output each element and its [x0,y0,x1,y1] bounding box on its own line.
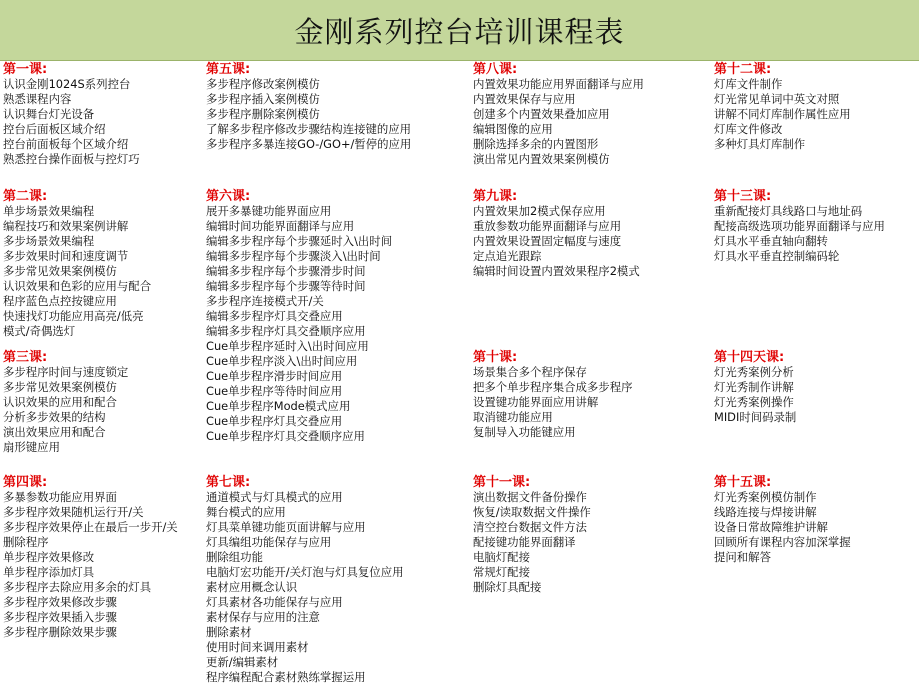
lesson-topic: 提问和解答 [714,550,771,564]
lesson-topic: 创建多个内置效果叠加应用 [473,107,610,121]
lesson-topic: Cue单步程序滑步时间应用 [206,369,343,383]
lesson-topic-list [206,490,403,685]
lesson-topic-list [3,77,140,167]
lesson-topic: 多步程序插入案例模仿 [206,92,320,106]
lesson-topic-list [714,490,851,565]
lesson-topic: 配接高级选项功能界面翻译与应用 [714,219,885,233]
lesson-topic: 认识舞台灯光设备 [3,107,95,121]
lesson-topic: 灯光秀制作讲解 [714,380,794,394]
lesson-heading: 第五课: [206,62,251,77]
lesson-heading: 第十四天课: [714,350,785,365]
lesson-topic: 内置效果设置固定幅度与速度 [473,234,622,248]
lesson-topic: 通道模式与灯具模式的应用 [206,490,343,504]
lesson-block [473,350,632,440]
lesson-topic: 配接键功能界面翻译 [473,535,576,549]
lesson-topic: 编辑多步程序每个步骤淡入\出时间 [206,249,381,263]
lesson-topic: 灯具菜单键功能页面讲解与应用 [206,520,366,534]
lesson-topic: 设备日常故障维护讲解 [714,520,828,534]
lesson-topic: 讲解不同灯库制作属性应用 [714,107,851,121]
lesson-topic: 编辑图像的应用 [473,122,553,136]
lesson-topic: 程序蓝色点控按键应用 [3,294,117,308]
lesson-topic-list [206,77,411,152]
lesson-topic: 删除选择多余的内置图形 [473,137,599,151]
lesson-topic: 单步程序添加灯具 [3,565,95,579]
lesson-topic: 清空控台数据文件方法 [473,520,587,534]
lesson-topic: 多步程序去除应用多余的灯具 [3,580,152,594]
lesson-topic: 单步场景效果编程 [3,204,95,218]
lesson-heading: 第三课: [3,350,48,365]
lesson-topic: 恢复/读取数据文件操作 [473,505,591,519]
lesson-topic: 编辑多步程序灯具交叠顺序应用 [206,324,366,338]
lesson-topic: Cue单步程序延时入\出时间应用 [206,339,369,353]
lesson-block [206,475,403,685]
lesson-topic: 控台前面板每个区域介绍 [3,137,129,151]
lesson-topic: Cue单步程序灯具交叠应用 [206,414,343,428]
lesson-topic: 多步效果时间和速度调节 [3,249,129,263]
lesson-topic: 编辑多步程序每个步骤延时入\出时间 [206,234,393,248]
lesson-topic: 控台后面板区域介绍 [3,122,106,136]
lesson-topic: 灯具编组功能保存与应用 [206,535,332,549]
lesson-topic: 取消键功能应用 [473,410,553,424]
page-title: 金刚系列控台培训课程表 [294,14,625,49]
lesson-topic: 多种灯具灯库制作 [714,137,806,151]
lesson-heading: 第十五课: [714,475,772,490]
lesson-topic: Cue单步程序等待时间应用 [206,384,343,398]
lesson-block [714,189,885,264]
lesson-block [473,475,591,595]
lesson-block [714,350,796,425]
lesson-topic: Cue单步程序淡入\出时间应用 [206,354,358,368]
lesson-topic: 内置效果保存与应用 [473,92,576,106]
lesson-topic: 多步程序效果修改步骤 [3,595,117,609]
lesson-heading: 第二课: [3,189,48,204]
lesson-topic: 重新配接灯具线路口与地址码 [714,204,863,218]
lesson-topic: 灯具水平垂直轴向翻转 [714,234,828,248]
lesson-topic: 多步程序效果随机运行开/关 [3,505,144,519]
lesson-topic-list [473,490,591,595]
lesson-topic: 素材保存与应用的注意 [206,610,320,624]
lesson-block [473,189,640,279]
lesson-topic: 多步程序删除案例模仿 [206,107,320,121]
lesson-topic: 更新/编辑素材 [206,655,279,669]
lesson-topic: 熟悉控台操作面板与控灯巧 [3,152,140,166]
lesson-topic: 展开多暴键功能界面应用 [206,204,332,218]
lesson-block [714,475,851,565]
lesson-block [3,62,140,167]
lesson-block [206,62,411,152]
lesson-topic: 扇形键应用 [3,440,60,454]
lesson-topic-list [714,204,885,264]
lesson-topic: 使用时间来调用素材 [206,640,309,654]
lesson-block [3,350,128,455]
lesson-topic: 多步程序时间与速度锁定 [3,365,129,379]
lesson-topic: 认识金刚1024S系列控台 [3,77,131,91]
lesson-topic: 多暴参数功能应用界面 [3,490,117,504]
lesson-heading: 第十三课: [714,189,772,204]
lesson-topic: 模式/奇偶选灯 [3,324,76,338]
lesson-topic: 线路连接与焊接讲解 [714,505,817,519]
lesson-topic: 电脑灯宏功能开/关灯泡与灯具复位应用 [206,565,404,579]
lesson-topic-list [473,365,632,440]
lesson-topic: 编辑时间功能界面翻译与应用 [206,219,355,233]
lesson-topic: 把多个单步程序集合成多步程序 [473,380,633,394]
lesson-topic: 编辑多步程序灯具交叠应用 [206,309,343,323]
lesson-topic: 定点追光跟踪 [473,249,542,263]
lesson-topic: 素材应用概念认识 [206,580,298,594]
lesson-topic: 回顾所有课程内容加深掌握 [714,535,851,549]
lesson-topic: 删除组功能 [206,550,263,564]
lesson-topic-list [473,77,644,167]
lesson-topic: 认识效果的应用和配合 [3,395,117,409]
lesson-heading: 第四课: [3,475,48,490]
lesson-block [473,62,644,167]
lesson-topic: 程序编程配合素材熟练掌握运用 [206,670,366,684]
lesson-topic: 灯具素材各功能保存与应用 [206,595,343,609]
lesson-topic: 多步程序修改案例模仿 [206,77,320,91]
lesson-block [3,189,151,339]
lesson-topic: 常规灯配接 [473,565,530,579]
lesson-topic: 了解多步程序修改步骤结构连接键的应用 [206,122,412,136]
lesson-topic: 快速找灯功能应用高亮/低亮 [3,309,144,323]
lesson-topic: 重放参数功能界面翻译与应用 [473,219,622,233]
lesson-heading: 第六课: [206,189,251,204]
lesson-topic-list [3,365,128,455]
lesson-topic: 编辑多步程序每个步骤滑步时间 [206,264,366,278]
lesson-topic: 分析多步效果的结构 [3,410,106,424]
lesson-topic: 多步程序效果插入步骤 [3,610,117,624]
lesson-topic: 编辑时间设置内置效果程序2模式 [473,264,640,278]
lesson-block [206,189,392,444]
lesson-topic: Cue单步程序灯具交叠顺序应用 [206,429,365,443]
lesson-heading: 第一课: [3,62,48,77]
lesson-topic-list [3,204,151,339]
lesson-topic: 电脑灯配接 [473,550,530,564]
lesson-topic: 设置键功能界面应用讲解 [473,395,599,409]
lesson-topic: 灯光秀案例操作 [714,395,794,409]
lesson-heading: 第八课: [473,62,518,77]
lesson-topic: 多步程序效果停止在最后一步开/关 [3,520,178,534]
lesson-topic: 多步常见效果案例模仿 [3,380,117,394]
lesson-topic: 演出常见内置效果案例模仿 [473,152,610,166]
lesson-topic: 多步程序连接模式开/关 [206,294,324,308]
lesson-topic: 演出数据文件备份操作 [473,490,587,504]
lesson-topic: 删除素材 [206,625,252,639]
lesson-topic: 多步常见效果案例模仿 [3,264,117,278]
lesson-topic: 删除灯具配接 [473,580,542,594]
lesson-topic: 多步场景效果编程 [3,234,95,248]
lesson-topic: 场景集合多个程序保存 [473,365,587,379]
lesson-topic: 编辑多步程序每个步骤等待时间 [206,279,366,293]
lesson-topic-list [473,204,640,279]
lesson-heading: 第九课: [473,189,518,204]
lesson-topic: 内置效果加2模式保存应用 [473,204,606,218]
lesson-topic: 灯库文件制作 [714,77,783,91]
title-bar [0,0,919,61]
lesson-topic: Cue单步程序Mode模式应用 [206,399,351,413]
lesson-block [714,62,851,152]
lesson-topic: 删除程序 [3,535,49,549]
lesson-topic: MIDI时间码录制 [714,410,797,424]
lesson-topic: 灯光常见单词中英文对照 [714,92,840,106]
lesson-topic: 演出效果应用和配合 [3,425,106,439]
lesson-topic-list [3,490,178,640]
lesson-topic: 单步程序效果修改 [3,550,95,564]
lesson-topic: 编程技巧和效果案例讲解 [3,219,129,233]
lesson-heading: 第七课: [206,475,251,490]
lesson-topic: 灯光秀案例模仿制作 [714,490,817,504]
lesson-topic: 内置效果功能应用界面翻译与应用 [473,77,644,91]
lesson-topic: 灯库文件修改 [714,122,783,136]
lesson-topic: 复制导入功能键应用 [473,425,576,439]
lesson-block [3,475,178,640]
lesson-heading: 第十二课: [714,62,772,77]
lesson-topic: 灯光秀案例分析 [714,365,794,379]
lesson-topic: 熟悉课程内容 [3,92,72,106]
lesson-topic: 舞台模式的应用 [206,505,286,519]
lesson-heading: 第十课: [473,350,518,365]
lesson-topic-list [714,365,796,425]
lesson-topic: 多步程序多暴连接GO-/GO+/暂停的应用 [206,137,412,151]
lesson-topic: 灯具水平垂直控制编码轮 [714,249,840,263]
lesson-topic-list [714,77,851,152]
lesson-topic: 多步程序删除效果步骤 [3,625,117,639]
lesson-topic-list [206,204,392,444]
lesson-heading: 第十一课: [473,475,531,490]
lesson-topic: 认识效果和色彩的应用与配合 [3,279,152,293]
